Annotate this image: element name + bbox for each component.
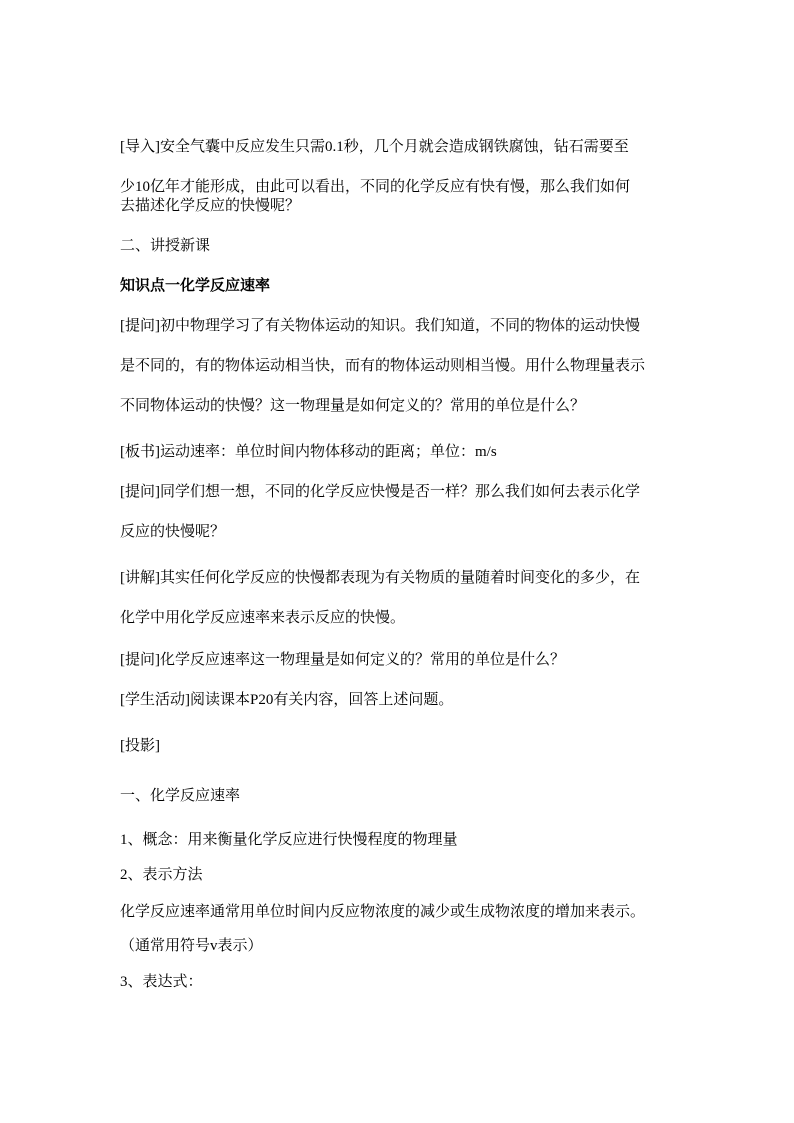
knowledge-heading: 知识点一化学反应速率 [120, 278, 271, 294]
ask3-line: [提问]化学反应速率这一物理量是如何定义的？常用的单位是什么？ [120, 652, 565, 668]
intro-line-3: 去描述化学反应的快慢呢？ [120, 198, 301, 214]
method-title: 2、表示方法 [120, 867, 203, 883]
ask1-line-1: [提问]初中物理学习了有关物体运动的知识。我们知道，不同的物体的运动快慢 [120, 318, 640, 334]
projection-label: [投影] [120, 738, 160, 754]
ask1-line-2: 是不同的，有的物体运动相当快，而有的物体运动则相当慢。用什么物理量表示 [120, 358, 646, 374]
ask2-line-2: 反应的快慢呢？ [120, 524, 226, 540]
intro-line-2: 少10亿年才能形成，由此可以看出，不同的化学反应有快有慢，那么我们如何 [120, 179, 631, 195]
method-line-2: （通常用符号v表示） [120, 938, 263, 954]
method-line-1: 化学反应速率通常用单位时间内反应物浓度的减少或生成物浓度的增加来表示。 [120, 904, 646, 920]
section-heading: 二、讲授新课 [120, 238, 211, 254]
student-activity: [学生活动]阅读课本P20有关内容，回答上述问题。 [120, 692, 454, 708]
expression-line: 3、表达式： [120, 974, 203, 990]
subsection-heading: 一、化学反应速率 [120, 788, 241, 804]
intro-line-1: [导入]安全气囊中反应发生只需0.1秒，几个月就会造成钢铁腐蚀，钻石需要至 [120, 139, 629, 155]
explain-line-2: 化学中用化学反应速率来表示反应的快慢。 [120, 610, 406, 626]
ask1-line-3: 不同物体运动的快慢？这一物理量是如何定义的？常用的单位是什么？ [120, 398, 586, 414]
explain-line-1: [讲解]其实任何化学反应的快慢都表现为有关物质的量随着时间变化的多少，在 [120, 570, 640, 586]
board-note: [板书]运动速率：单位时间内物体移动的距离；单位：m/s [120, 444, 497, 460]
concept-line: 1、概念：用来衡量化学反应进行快慢程度的物理量 [120, 832, 458, 848]
ask2-line-1: [提问]同学们想一想，不同的化学反应快慢是否一样？那么我们如何去表示化学 [120, 484, 640, 500]
